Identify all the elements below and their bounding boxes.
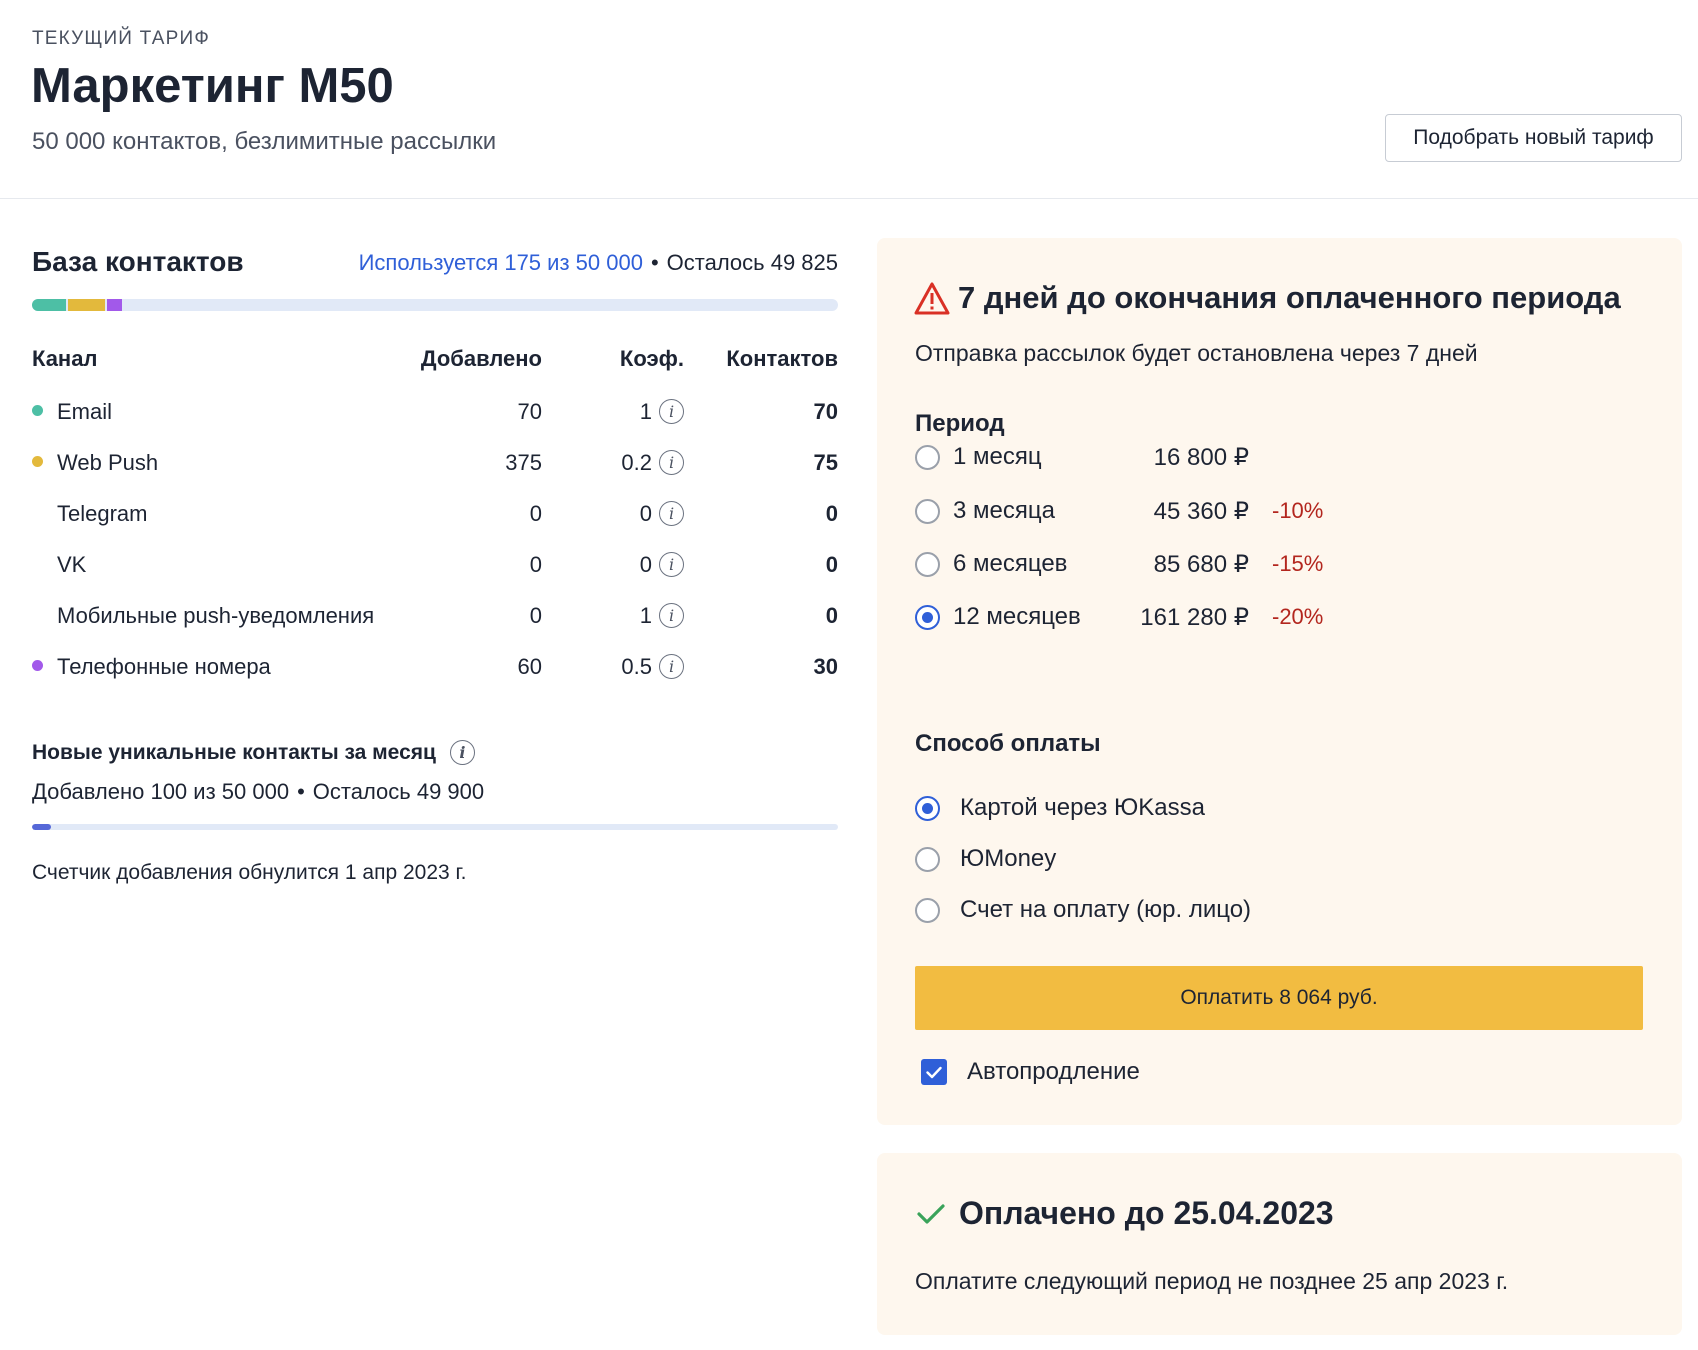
autorenew-checkbox[interactable] [921, 1059, 947, 1085]
new-contacts-progress-bar [32, 824, 838, 830]
coef-value: 0.5 [621, 653, 652, 679]
column-header-channel: Канал [32, 346, 98, 371]
choose-new-plan-button[interactable]: Подобрать новый тариф [1385, 114, 1682, 162]
coef-value: 0.2 [621, 449, 652, 475]
coef-value: 0 [639, 551, 652, 577]
added-cell: 375 [505, 449, 542, 475]
channel-name-cell [32, 386, 402, 437]
info-icon[interactable]: i [659, 501, 684, 526]
period-option-2[interactable] [915, 496, 1475, 526]
paid-until-title [917, 1195, 1334, 1232]
contacts-usage-summary [359, 250, 838, 276]
separator-dot: • [297, 779, 305, 804]
coef-cell [542, 437, 684, 488]
radio-button[interactable] [915, 552, 940, 577]
channel-color-dot [32, 405, 43, 416]
channel-name: Email [57, 398, 113, 424]
channel-name-cell [32, 488, 402, 539]
channel-name-cell [32, 641, 402, 692]
period-option-4[interactable] [915, 602, 1475, 632]
period-label: 6 месяцев [953, 550, 1068, 577]
added-cell: 0 [529, 500, 542, 526]
info-icon[interactable]: i [659, 603, 684, 628]
radio-button[interactable] [915, 499, 940, 524]
period-discount: -20% [1272, 604, 1324, 629]
contacts-used-text: Используется 175 из 50 000 [358, 250, 643, 275]
channel-name-cell [32, 539, 402, 590]
period-label: 1 месяц [953, 443, 1042, 470]
coef-value: 1 [639, 602, 652, 628]
table-row [32, 590, 838, 641]
channel-color-dot [32, 660, 43, 671]
expiry-warning-subtitle: Отправка рассылок будет остановлена через 7 дней [915, 340, 1478, 366]
channel-name-cell [32, 437, 402, 488]
added-cell: 70 [517, 398, 542, 424]
paid-until-subtitle: Оплатите следующий период не позднее 25 апр 2023 г. [915, 1268, 1509, 1294]
channel-color-dot [32, 456, 43, 467]
contacts-usage-bar [32, 299, 838, 311]
channel-name: VK [57, 551, 87, 577]
new-contacts-progress-fill [32, 824, 51, 830]
contacts-remaining-text: Осталось 49 825 [666, 250, 838, 275]
channels-table-header [32, 346, 838, 386]
plan-header [0, 0, 1698, 199]
info-icon[interactable]: i [659, 552, 684, 577]
plan-description: 50 000 контактов, безлимитные рассылки [32, 128, 497, 155]
contacts-cell: 0 [825, 551, 838, 577]
coef-value: 1 [639, 398, 652, 424]
period-label: 12 месяцев [953, 603, 1081, 630]
channel-name: Телефонные номера [57, 653, 271, 679]
period-price: 161 280 ₽ [1140, 603, 1249, 631]
paid-status-panel [877, 1153, 1682, 1335]
coef-cell [542, 539, 684, 590]
coef-cell [542, 488, 684, 539]
contacts-cell: 0 [825, 602, 838, 628]
table-row [32, 437, 838, 488]
channel-name: Telegram [57, 500, 148, 526]
info-icon[interactable]: i [659, 399, 684, 424]
payment-method-label: Счет на оплату (юр. лицо) [960, 896, 1252, 923]
channel-name: Мобильные push-уведомления [57, 602, 375, 628]
period-discount: -15% [1272, 551, 1324, 576]
contacts-cell: 30 [813, 653, 838, 679]
payment-method-option-3[interactable] [915, 895, 1251, 925]
added-cell: 60 [517, 653, 542, 679]
coef-cell [542, 386, 684, 437]
usage-segment-3 [107, 299, 122, 311]
table-row [32, 386, 838, 437]
payment-panel [877, 238, 1682, 1125]
paid-until-text: Оплачено до 25.04.2023 [959, 1195, 1334, 1231]
checkmark-icon [926, 1066, 942, 1079]
usage-segment-1 [32, 299, 66, 311]
radio-button[interactable] [915, 898, 940, 923]
check-icon [917, 1203, 945, 1225]
channel-name-cell [32, 590, 402, 641]
column-header-added: Добавлено [420, 346, 542, 371]
payment-method-label: ЮMoney [960, 845, 1057, 872]
period-discount: -10% [1272, 498, 1324, 523]
new-contacts-title [32, 740, 475, 765]
autorenew-label: Автопродление [967, 1058, 1140, 1085]
period-section-title: Период [915, 410, 1005, 437]
added-cell: 0 [529, 551, 542, 577]
added-cell: 0 [529, 602, 542, 628]
channels-table [32, 346, 838, 692]
new-contacts-summary [32, 779, 484, 805]
autorenew-checkbox-row[interactable] [921, 1058, 1140, 1086]
pay-button[interactable]: Оплатить 8 064 руб. [915, 966, 1643, 1030]
counter-reset-note: Счетчик добавления обнулится 1 апр 2023 г. [32, 861, 467, 884]
new-contacts-title-text: Новые уникальные контакты за месяц [32, 740, 436, 764]
period-price: 45 360 ₽ [1153, 497, 1249, 525]
column-header-contacts: Контактов [726, 346, 838, 371]
payment-method-section-title: Способ оплаты [915, 730, 1101, 757]
radio-button[interactable] [915, 796, 940, 821]
expiry-warning-text: 7 дней до окончания оплаченного периода [958, 280, 1621, 315]
payment-method-option-1[interactable] [915, 793, 1205, 823]
table-row [32, 488, 838, 539]
radio-button[interactable] [915, 847, 940, 872]
coef-cell [542, 641, 684, 692]
table-row [32, 539, 838, 590]
contacts-cell: 75 [813, 449, 838, 475]
payment-method-label: Картой через ЮKassa [960, 794, 1205, 821]
new-contacts-added-text: Добавлено 100 из 50 000 [32, 779, 290, 804]
current-plan-eyebrow: ТЕКУЩИЙ ТАРИФ [32, 28, 211, 49]
usage-segment-2 [68, 299, 105, 311]
plan-name: Маркетинг M50 [31, 59, 394, 113]
period-option-3[interactable] [915, 549, 1475, 579]
warning-triangle-icon [914, 282, 950, 315]
period-price: 85 680 ₽ [1153, 550, 1249, 578]
info-icon[interactable]: i [659, 450, 684, 475]
period-option-1[interactable] [915, 442, 1475, 472]
info-icon[interactable]: i [659, 654, 684, 679]
channel-name: Web Push [57, 449, 159, 475]
coef-value: 0 [639, 500, 652, 526]
contacts-database-title: База контактов [32, 246, 244, 277]
expiry-warning-title [914, 280, 1621, 316]
period-label: 3 месяца [953, 497, 1055, 524]
info-icon[interactable]: i [450, 740, 475, 765]
radio-button[interactable] [915, 605, 940, 630]
coef-cell [542, 590, 684, 641]
separator-dot: • [650, 250, 659, 275]
payment-method-option-2[interactable] [915, 844, 1056, 874]
column-header-coef: Коэф. [619, 346, 684, 371]
radio-button[interactable] [915, 445, 940, 470]
new-contacts-remaining-text: Осталось 49 900 [312, 779, 485, 804]
contacts-cell: 70 [813, 398, 838, 424]
contacts-cell: 0 [825, 500, 838, 526]
period-price: 16 800 ₽ [1153, 443, 1249, 471]
table-row [32, 641, 838, 692]
